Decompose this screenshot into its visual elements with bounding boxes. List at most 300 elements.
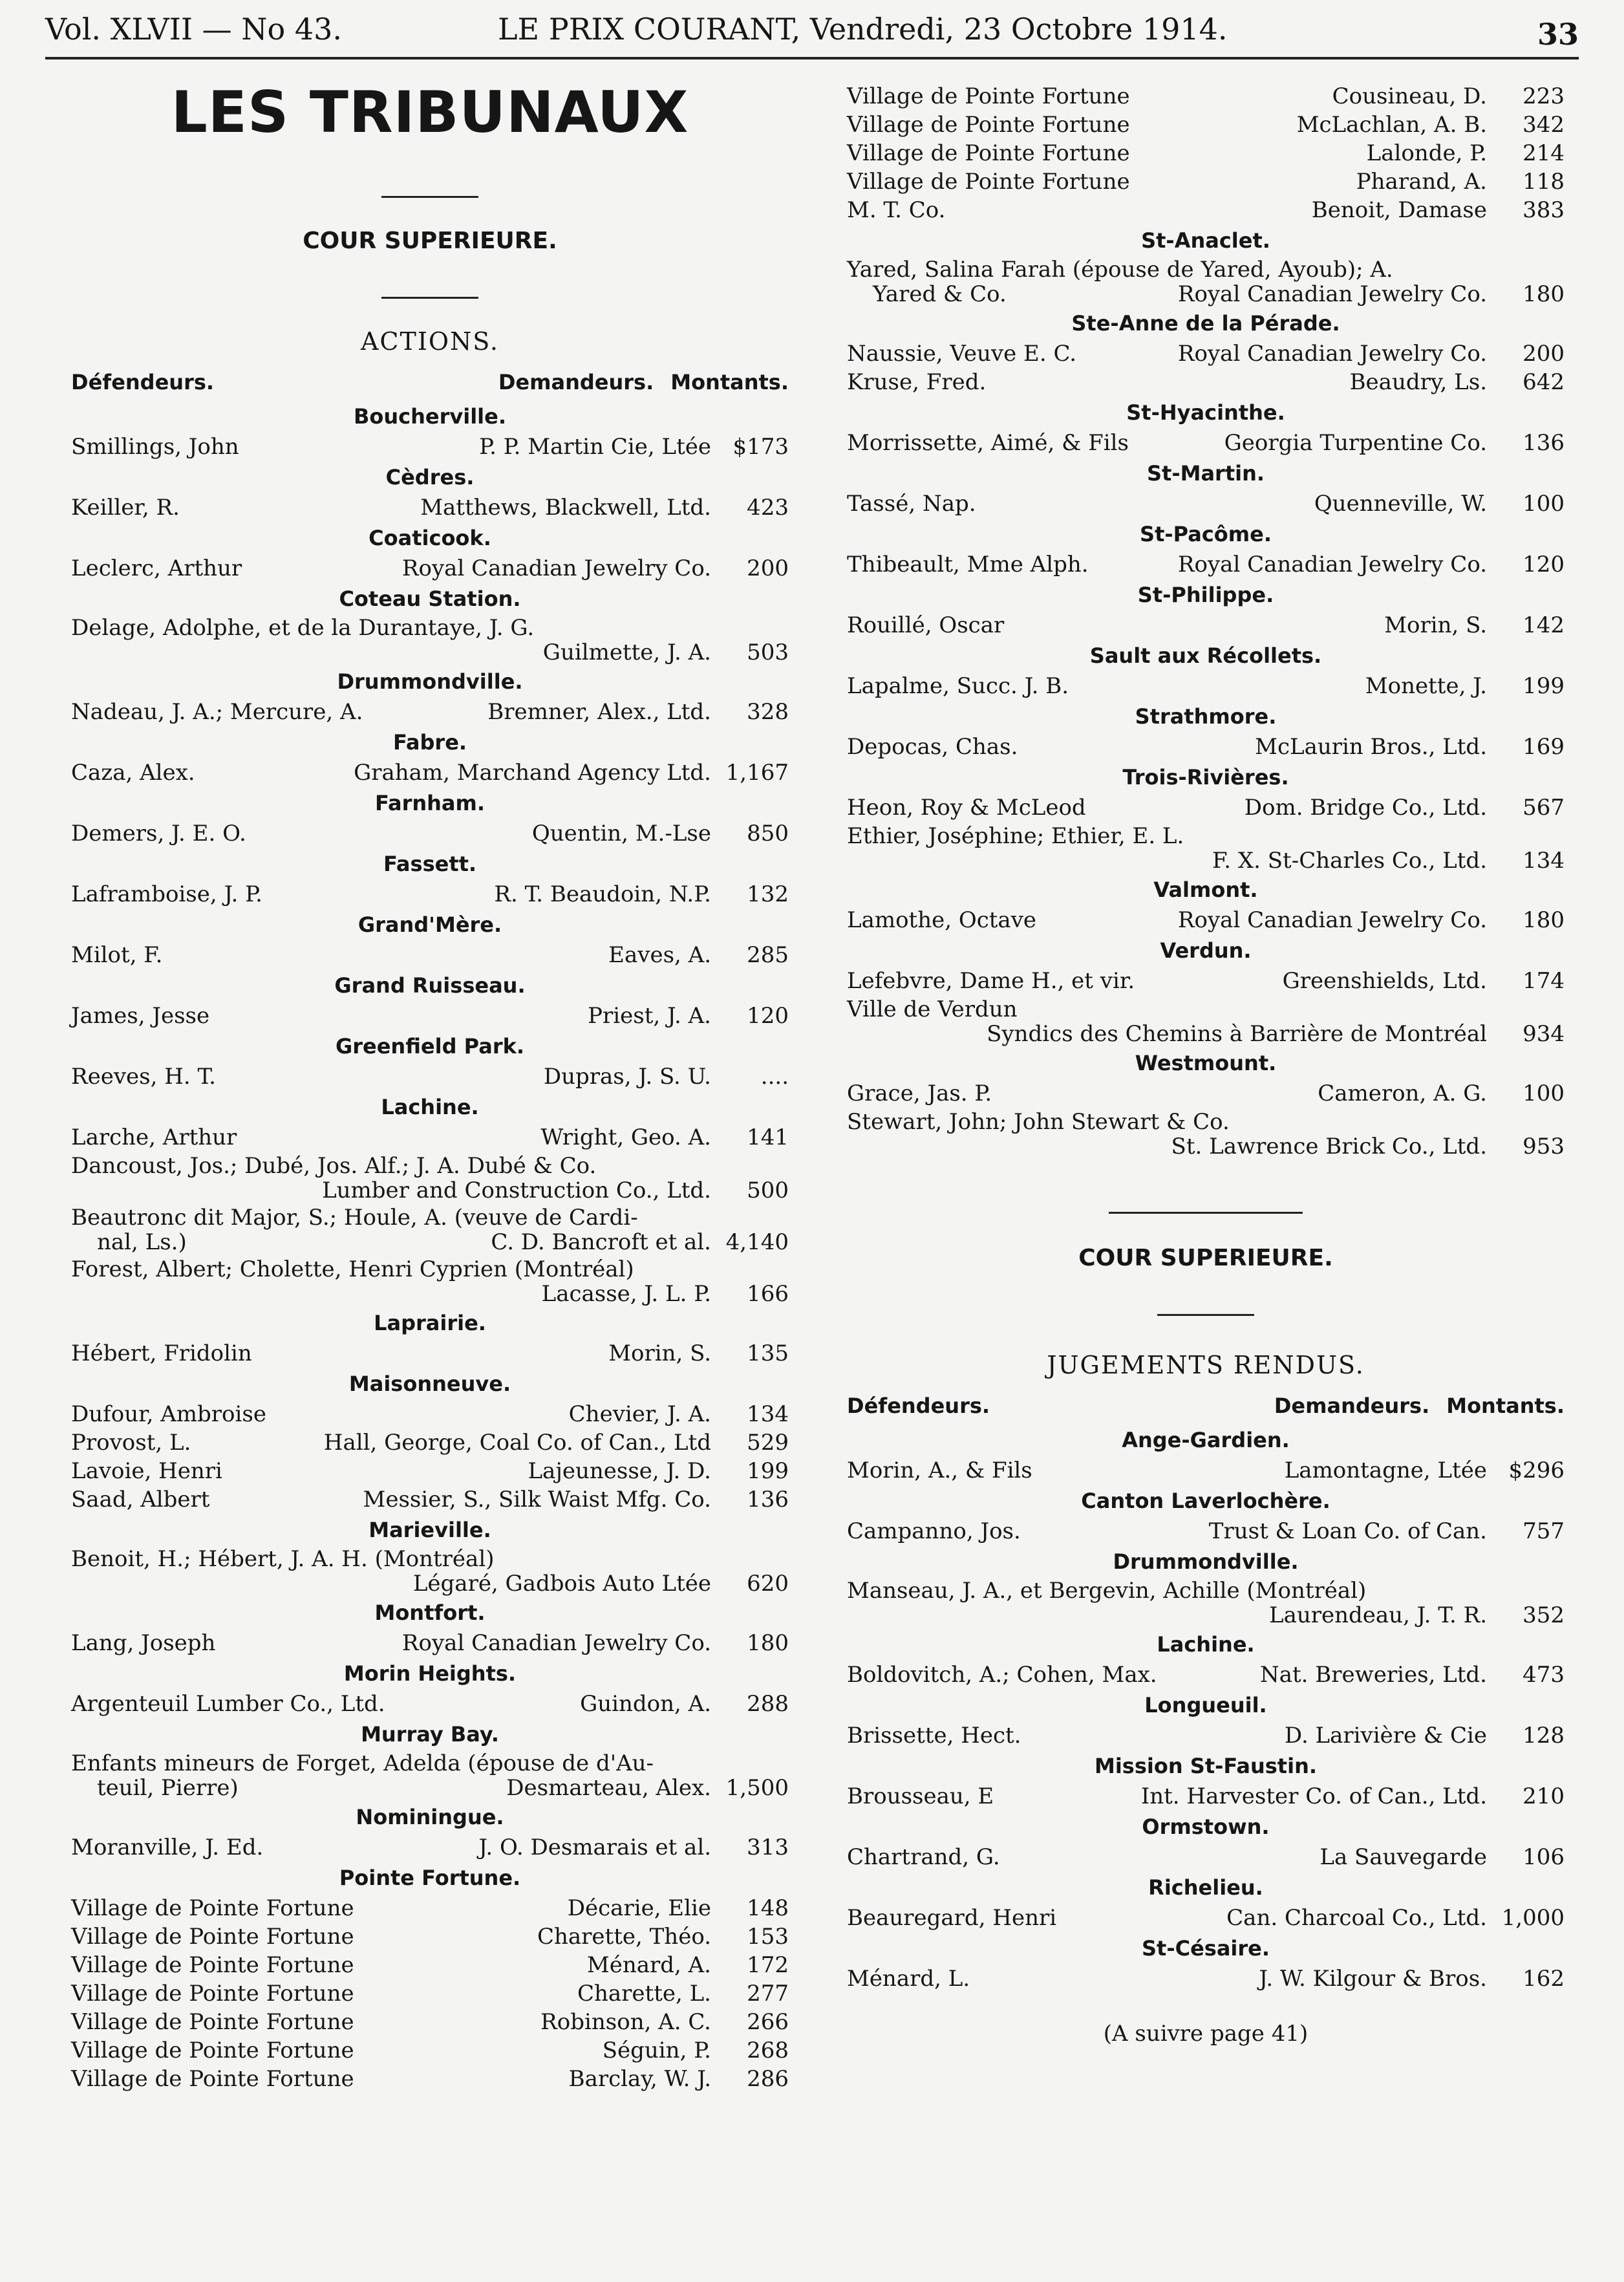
plaintiff: Robinson, A. C. xyxy=(540,2009,711,2035)
plaintiff: Guindon, A. xyxy=(580,1691,711,1717)
plaintiff: Pharand, A. xyxy=(1356,169,1487,195)
case-entry xyxy=(847,969,1565,993)
entry-line xyxy=(847,257,1565,282)
entry-line xyxy=(847,552,1565,577)
defendant: M. T. Co. xyxy=(847,197,946,223)
case-entry xyxy=(847,1966,1565,1991)
defendant: Manseau, J. A., et Bergevin, Achille (Montréal) xyxy=(847,1578,1367,1604)
defendant: Benoit, H.; Hébert, J. A. H. (Montréal) xyxy=(71,1546,495,1572)
amount: 503 xyxy=(747,640,789,665)
case-entry xyxy=(71,1924,789,1949)
case-entry xyxy=(847,370,1565,394)
case-entry xyxy=(71,1896,789,1921)
case-entry xyxy=(847,1110,1565,1159)
entry-line xyxy=(71,616,789,640)
amount: 120 xyxy=(747,1003,789,1029)
case-entry xyxy=(847,795,1565,820)
defendant: Delage, Adolphe, et de la Durantaye, J. G. xyxy=(71,615,535,641)
entry-line xyxy=(847,491,1565,516)
plaintiff: Guilmette, J. A. xyxy=(542,640,711,665)
col-defendeurs: Défendeurs. xyxy=(71,370,215,394)
defendant: Village de Pointe Fortune xyxy=(71,1895,354,1921)
plaintiff: Beaudry, Ls. xyxy=(1349,369,1487,395)
col-montants: Montants. xyxy=(1446,1394,1565,1418)
entry-line xyxy=(847,735,1565,759)
plaintiff: Nat. Breweries, Ltd. xyxy=(1259,1662,1487,1688)
plaintiff: Morin, S. xyxy=(608,1340,711,1366)
entry-line xyxy=(71,943,789,967)
case-entry xyxy=(71,943,789,967)
plaintiff: Greenshields, Ltd. xyxy=(1282,968,1487,994)
defendant: James, Jesse xyxy=(71,1003,210,1029)
plaintiff: Bremner, Alex., Ltd. xyxy=(487,699,711,725)
place-heading: Farnham. xyxy=(374,791,485,815)
amount: 757 xyxy=(1522,1518,1565,1544)
right-column xyxy=(847,78,1565,2047)
entry-line xyxy=(847,824,1565,848)
place-heading: Greenfield Park. xyxy=(335,1034,525,1059)
amount: 423 xyxy=(747,495,789,521)
entry-line xyxy=(71,1004,789,1028)
plaintiff: P. P. Martin Cie, Ltée xyxy=(479,434,711,460)
entry-line xyxy=(71,1402,789,1426)
defendant: Thibeault, Mme Alph. xyxy=(847,552,1089,577)
place-heading: Sault aux Récollets. xyxy=(1089,643,1322,668)
defendant: Smillings, John xyxy=(71,434,239,460)
col-montants: Montants. xyxy=(670,370,789,394)
amount: 180 xyxy=(1522,907,1565,933)
col-demandeurs: Demandeurs. xyxy=(498,370,654,394)
defendant: Beauregard, Henri xyxy=(847,1905,1057,1931)
place-heading: Morin Heights. xyxy=(343,1661,517,1686)
defendant-cont: Yared & Co. xyxy=(873,281,1007,307)
defendant: Hébert, Fridolin xyxy=(71,1340,252,1366)
case-entry xyxy=(71,1547,789,1596)
amount: 148 xyxy=(747,1895,789,1921)
amount: 223 xyxy=(1522,83,1565,109)
plaintiff: Dupras, J. S. U. xyxy=(543,1064,711,1090)
entry-line xyxy=(847,1458,1565,1483)
amount: 328 xyxy=(747,699,789,725)
case-list xyxy=(847,84,1565,1159)
amount: .... xyxy=(760,1064,789,1090)
entry-line xyxy=(71,1282,789,1306)
column-headers xyxy=(847,1394,1565,1418)
case-entry xyxy=(847,908,1565,932)
plaintiff: Charette, L. xyxy=(577,1981,711,2007)
entry-line xyxy=(71,760,789,785)
case-entry xyxy=(71,1341,789,1366)
plaintiff: Séguin, P. xyxy=(602,2038,711,2063)
defendant: Laframboise, J. P. xyxy=(71,881,262,907)
entry-line xyxy=(847,848,1565,873)
entry-line xyxy=(71,2010,789,2034)
plaintiff: Messier, S., Silk Waist Mfg. Co. xyxy=(363,1487,711,1512)
place-heading: Canton Laverlochère. xyxy=(1081,1489,1330,1513)
plaintiff: Laurendeau, J. T. R. xyxy=(1269,1602,1487,1628)
plaintiff: Royal Canadian Jewelry Co. xyxy=(401,555,711,581)
defendant: Grace, Jas. P. xyxy=(847,1081,992,1106)
entry-line xyxy=(71,1751,789,1776)
case-entry xyxy=(847,141,1565,166)
defendant: Chartrand, G. xyxy=(847,1844,1000,1870)
place-heading: Drummondville. xyxy=(337,669,523,694)
amount: 286 xyxy=(747,2066,789,2092)
plaintiff: La Sauvegarde xyxy=(1320,1844,1487,1870)
place-heading: Coaticook. xyxy=(369,526,491,550)
defendant: Village de Pointe Fortune xyxy=(847,169,1130,195)
amount: $296 xyxy=(1508,1458,1565,1483)
case-entry xyxy=(71,1154,789,1203)
case-entry xyxy=(847,824,1565,873)
divider xyxy=(1109,1212,1303,1214)
entry-line xyxy=(71,1631,789,1655)
defendant: Beautronc dit Major, S.; Houle, A. (veuve de Cardi- xyxy=(71,1205,638,1231)
place-heading: Ste-Anne de la Pérade. xyxy=(1071,311,1340,336)
publication-title: LE PRIX COURANT, Vendredi, 23 Octobre 1914. xyxy=(498,12,1228,47)
place-heading: Boucherville. xyxy=(353,404,506,429)
entry-line xyxy=(847,84,1565,109)
defendant: Kruse, Fred. xyxy=(847,369,987,395)
place-heading: St-Martin. xyxy=(1146,461,1265,486)
defendant: Enfants mineurs de Forget, Adelda (épouse de d'Au- xyxy=(71,1750,654,1776)
subsection-title: JUGEMENTS RENDUS. xyxy=(1047,1351,1365,1379)
defendant: Tassé, Nap. xyxy=(847,491,976,517)
defendant: Caza, Alex. xyxy=(71,760,195,786)
defendant: Lapalme, Succ. J. B. xyxy=(847,673,1069,699)
subsection-title: ACTIONS. xyxy=(360,327,500,356)
entry-line xyxy=(71,2067,789,2091)
case-entry xyxy=(71,2010,789,2034)
plaintiff: Monette, J. xyxy=(1365,673,1487,699)
case-entry xyxy=(847,997,1565,1046)
plaintiff: Syndics des Chemins à Barrière de Montréal xyxy=(987,1021,1487,1047)
amount: 268 xyxy=(747,2038,789,2063)
column-headers xyxy=(71,370,789,394)
place-heading: St-Césaire. xyxy=(1141,1936,1270,1961)
entry-line xyxy=(847,169,1565,194)
defendant: Lavoie, Henri xyxy=(71,1458,222,1484)
volume-number: Vol. XLVII — No 43. xyxy=(45,12,343,47)
entry-line xyxy=(847,1784,1565,1809)
defendant: Lang, Joseph xyxy=(71,1630,216,1656)
amount: 100 xyxy=(1522,491,1565,517)
divider xyxy=(1157,1314,1254,1316)
place-heading: Verdun. xyxy=(1160,938,1252,963)
plaintiff: Matthews, Blackwell, Ltd. xyxy=(420,495,711,521)
place-heading: Westmount. xyxy=(1135,1051,1277,1075)
plaintiff: Légaré, Gadbois Auto Ltée xyxy=(412,1571,711,1597)
entry-line xyxy=(71,1459,789,1483)
place-heading: Trois-Rivières. xyxy=(1122,765,1289,790)
case-entry xyxy=(847,735,1565,759)
case-entry xyxy=(847,431,1565,455)
place-heading: Coteau Station. xyxy=(339,587,521,611)
place-heading: St-Pacôme. xyxy=(1140,522,1272,546)
case-entry xyxy=(847,1845,1565,1869)
plaintiff: C. D. Bancroft et al. xyxy=(491,1229,711,1255)
defendant: Village de Pointe Fortune xyxy=(847,140,1130,166)
entry-line xyxy=(847,1966,1565,1991)
defendant: Boldovitch, A.; Cohen, Max. xyxy=(847,1662,1157,1688)
entry-line xyxy=(71,1230,789,1254)
defendant: Dufour, Ambroise xyxy=(71,1401,266,1427)
section-title: COUR SUPERIEURE. xyxy=(1078,1245,1333,1271)
plaintiff: Lacasse, J. L. P. xyxy=(541,1281,711,1307)
plaintiff: Royal Canadian Jewelry Co. xyxy=(1177,552,1487,577)
case-entry xyxy=(847,84,1565,109)
case-entry xyxy=(71,556,789,581)
case-entry xyxy=(71,1430,789,1455)
entry-line xyxy=(847,613,1565,638)
amount: $173 xyxy=(732,434,789,460)
entry-line xyxy=(71,1064,789,1089)
case-entry xyxy=(847,491,1565,516)
entry-line xyxy=(847,1578,1565,1603)
place-heading: St-Hyacinthe. xyxy=(1126,400,1285,425)
place-heading: Mission St-Faustin. xyxy=(1094,1754,1317,1778)
plaintiff: Royal Canadian Jewelry Co. xyxy=(1177,341,1487,367)
case-entry xyxy=(847,169,1565,194)
amount: 132 xyxy=(747,881,789,907)
place-heading: Ormstown. xyxy=(1142,1814,1270,1839)
plaintiff: Charette, Théo. xyxy=(537,1924,711,1950)
entry-line xyxy=(847,1134,1565,1159)
entry-line xyxy=(71,1981,789,2006)
col-demandeurs: Demandeurs. xyxy=(1274,1394,1430,1418)
amount: 199 xyxy=(747,1458,789,1484)
plaintiff: Décarie, Elie xyxy=(567,1895,711,1921)
case-entry xyxy=(847,198,1565,222)
case-entry xyxy=(847,1906,1565,1930)
plaintiff: Priest, J. A. xyxy=(588,1003,711,1029)
entry-line xyxy=(71,821,789,846)
continuation-note: (A suivre page 41) xyxy=(1103,2021,1309,2047)
defendant: Village de Pointe Fortune xyxy=(71,2009,354,2035)
entry-line xyxy=(71,1692,789,1716)
plaintiff: Cousineau, D. xyxy=(1332,83,1487,109)
amount: 934 xyxy=(1522,1021,1565,1047)
place-heading: Marieville. xyxy=(369,1518,491,1542)
defendant-cont: teuil, Pierre) xyxy=(97,1775,239,1801)
defendant: Village de Pointe Fortune xyxy=(71,1924,354,1950)
entry-line xyxy=(71,1341,789,1366)
plaintiff: Eaves, A. xyxy=(608,942,711,968)
entry-line xyxy=(847,1603,1565,1628)
amount: 285 xyxy=(747,942,789,968)
case-entry xyxy=(847,1723,1565,1748)
plaintiff: Chevier, J. A. xyxy=(568,1401,711,1427)
entry-line xyxy=(71,1430,789,1455)
place-heading: St-Anaclet. xyxy=(1141,228,1270,253)
place-heading: Maisonneuve. xyxy=(348,1372,511,1396)
defendant: Depocas, Chas. xyxy=(847,734,1018,760)
entry-line xyxy=(847,1081,1565,1106)
amount: 214 xyxy=(1522,140,1565,166)
entry-line xyxy=(847,341,1565,366)
amount: 200 xyxy=(747,555,789,581)
case-entry xyxy=(71,1953,789,1977)
plaintiff: Desmarteau, Alex. xyxy=(506,1775,711,1801)
defendant: Village de Pointe Fortune xyxy=(71,2038,354,2063)
entry-line xyxy=(71,700,789,724)
section-title: COUR SUPERIEURE. xyxy=(303,228,557,254)
case-entry xyxy=(847,552,1565,577)
amount: 135 xyxy=(747,1340,789,1366)
entry-line xyxy=(847,1519,1565,1544)
entry-line xyxy=(71,1571,789,1596)
plaintiff: Trust & Loan Co. of Can. xyxy=(1208,1518,1487,1544)
plaintiff: Lamontagne, Ltée xyxy=(1284,1458,1487,1483)
plaintiff: Hall, George, Coal Co. of Can., Ltd xyxy=(323,1430,711,1456)
amount: 180 xyxy=(1522,281,1565,307)
amount: 1,167 xyxy=(725,760,789,786)
amount: 1,000 xyxy=(1501,1905,1565,1931)
case-entry xyxy=(71,1125,789,1150)
entry-line xyxy=(71,1776,789,1800)
entry-line xyxy=(847,141,1565,166)
defendant: Lefebvre, Dame H., et vir. xyxy=(847,968,1135,994)
entry-line xyxy=(71,1178,789,1203)
entry-line xyxy=(71,556,789,581)
divider xyxy=(381,196,478,198)
entry-line xyxy=(847,997,1565,1022)
amount: 180 xyxy=(747,1630,789,1656)
case-entry xyxy=(71,435,789,459)
amount: 134 xyxy=(1522,848,1565,874)
place-heading: Richelieu. xyxy=(1148,1875,1263,1900)
entry-line xyxy=(847,198,1565,222)
place-heading: Fabre. xyxy=(392,730,467,755)
plaintiff: Wright, Geo. A. xyxy=(540,1125,711,1150)
amount: 352 xyxy=(1522,1602,1565,1628)
defendant: Rouillé, Oscar xyxy=(847,612,1005,638)
amount: 136 xyxy=(1522,430,1565,456)
case-entry xyxy=(71,1751,789,1800)
divider xyxy=(381,297,478,299)
entry-line xyxy=(847,795,1565,820)
entry-line xyxy=(847,1110,1565,1134)
plaintiff: Royal Canadian Jewelry Co. xyxy=(1177,281,1487,307)
amount: 174 xyxy=(1522,968,1565,994)
defendant: Village de Pointe Fortune xyxy=(71,1952,354,1978)
place-heading: St-Philippe. xyxy=(1137,583,1274,607)
page-number: 33 xyxy=(1537,17,1579,52)
place-heading: Drummondville. xyxy=(1113,1549,1299,1574)
defendant: Brousseau, E xyxy=(847,1783,994,1809)
entry-line xyxy=(71,882,789,907)
entry-line xyxy=(847,370,1565,394)
plaintiff: Lumber and Construction Co., Ltd. xyxy=(322,1178,711,1203)
place-heading: Murray Bay. xyxy=(361,1722,499,1747)
amount: 277 xyxy=(747,1981,789,2007)
case-entry xyxy=(847,1663,1565,1687)
plaintiff: Quentin, M.-Lse xyxy=(531,821,711,846)
amount: 529 xyxy=(747,1430,789,1456)
case-entry xyxy=(71,700,789,724)
entry-line xyxy=(847,1906,1565,1930)
place-heading: Pointe Fortune. xyxy=(339,1866,521,1890)
plaintiff: Ménard, A. xyxy=(586,1952,711,1978)
entry-line xyxy=(71,1205,789,1230)
amount: 850 xyxy=(747,821,789,846)
entry-line xyxy=(71,1896,789,1921)
case-entry xyxy=(71,1487,789,1512)
defendant: Morrissette, Aimé, & Fils xyxy=(847,430,1129,456)
plaintiff: Lajeunesse, J. D. xyxy=(528,1458,711,1484)
amount: 106 xyxy=(1522,1844,1565,1870)
amount: 162 xyxy=(1522,1966,1565,1992)
entry-line xyxy=(847,1022,1565,1046)
entry-line xyxy=(71,1835,789,1860)
left-column xyxy=(71,78,789,2095)
plaintiff: McLachlan, A. B. xyxy=(1296,112,1487,138)
defendant: Village de Pointe Fortune xyxy=(847,83,1130,109)
plaintiff: Barclay, W. J. xyxy=(568,2066,711,2092)
amount: 153 xyxy=(747,1924,789,1950)
defendant-cont: nal, Ls.) xyxy=(97,1229,187,1255)
defendant: Campanno, Jos. xyxy=(847,1518,1021,1544)
place-heading: Lachine. xyxy=(1157,1632,1255,1657)
amount: 136 xyxy=(747,1487,789,1512)
amount: 134 xyxy=(747,1401,789,1427)
amount: 120 xyxy=(1522,552,1565,577)
case-entry xyxy=(847,1519,1565,1544)
plaintiff: J. W. Kilgour & Bros. xyxy=(1259,1966,1487,1992)
amount: 953 xyxy=(1522,1134,1565,1159)
place-heading: Laprairie. xyxy=(374,1311,486,1335)
amount: 288 xyxy=(747,1691,789,1717)
case-entry xyxy=(71,1004,789,1028)
entry-line xyxy=(847,431,1565,455)
entry-line xyxy=(71,2038,789,2063)
plaintiff: St. Lawrence Brick Co., Ltd. xyxy=(1171,1134,1487,1159)
amount: 100 xyxy=(1522,1081,1565,1106)
amount: 172 xyxy=(747,1952,789,1978)
defendant: Heon, Roy & McLeod xyxy=(847,795,1086,821)
defendant: Keiller, R. xyxy=(71,495,180,521)
defendant: Larche, Arthur xyxy=(71,1125,237,1150)
plaintiff: Cameron, A. G. xyxy=(1318,1081,1487,1106)
case-entry xyxy=(847,113,1565,137)
entry-line xyxy=(71,495,789,520)
amount: 169 xyxy=(1522,734,1565,760)
defendant: Village de Pointe Fortune xyxy=(847,112,1130,138)
amount: 1,500 xyxy=(725,1775,789,1801)
case-entry xyxy=(71,1692,789,1716)
case-entry xyxy=(71,1257,789,1306)
case-entry xyxy=(847,341,1565,366)
case-entry xyxy=(847,1784,1565,1809)
defendant: Dancoust, Jos.; Dubé, Jos. Alf.; J. A. Dubé & Co. xyxy=(71,1153,597,1179)
place-heading: Lachine. xyxy=(381,1095,479,1119)
place-heading: Grand Ruisseau. xyxy=(334,973,526,998)
defendant: Demers, J. E. O. xyxy=(71,821,246,846)
amount: 266 xyxy=(747,2009,789,2035)
defendant: Village de Pointe Fortune xyxy=(71,1981,354,2007)
case-entry xyxy=(71,2067,789,2091)
entry-line xyxy=(847,908,1565,932)
entry-line xyxy=(847,674,1565,698)
case-entry xyxy=(847,613,1565,638)
amount: 642 xyxy=(1522,369,1565,395)
case-entry xyxy=(71,1835,789,1860)
defendant: Ville de Verdun xyxy=(847,996,1018,1022)
place-heading: Montfort. xyxy=(374,1600,486,1625)
case-list xyxy=(71,402,789,2091)
amount: 500 xyxy=(747,1178,789,1203)
entry-line xyxy=(71,1257,789,1282)
